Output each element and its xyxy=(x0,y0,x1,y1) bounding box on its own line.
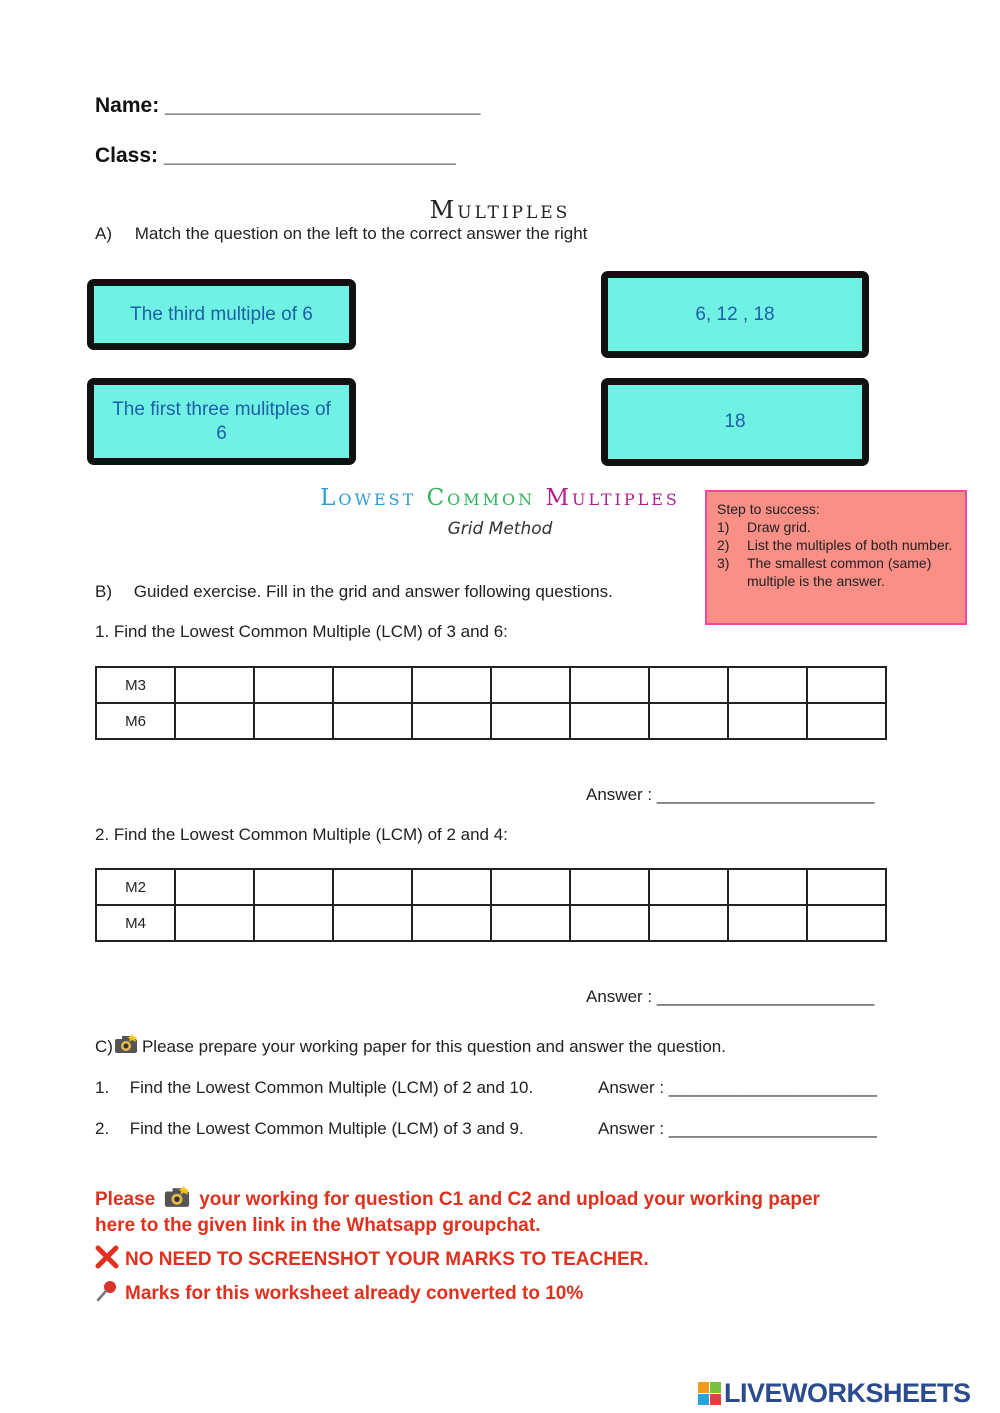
grid-cell[interactable] xyxy=(333,905,412,941)
grid-row-label: M2 xyxy=(96,869,175,905)
grid-cell[interactable] xyxy=(570,703,649,739)
question-number: 2. xyxy=(95,1119,110,1138)
question-b1: 1. Find the Lowest Common Multiple (LCM) of 3 and 6: xyxy=(95,622,508,641)
section-a-instruction: Match the question on the left to the correct answer the right xyxy=(134,224,588,243)
section-a-instruction-row xyxy=(95,224,587,244)
section-b-instruction: Guided exercise. Fill in the grid and answer following questions. xyxy=(133,582,613,601)
grid-cell[interactable] xyxy=(254,869,333,905)
grid-cell[interactable] xyxy=(570,905,649,941)
match-left-1-text: The third multiple of 6 xyxy=(130,303,313,325)
grid-cell[interactable] xyxy=(254,667,333,703)
note-line-2: here to the given link in the Whatsapp groupchat. xyxy=(95,1215,541,1236)
match-left-1[interactable] xyxy=(88,280,355,349)
grid-cell[interactable] xyxy=(412,667,491,703)
lcm-title-word2: Common xyxy=(426,485,536,511)
step-to-success-box xyxy=(705,490,967,625)
grid-row-label: M4 xyxy=(96,905,175,941)
grid-cell[interactable] xyxy=(333,703,412,739)
grid-row xyxy=(96,905,886,941)
grid-cell[interactable] xyxy=(728,667,807,703)
grid-cell[interactable] xyxy=(254,905,333,941)
success-step: 2) List the multiples of both number. xyxy=(717,537,953,553)
grid-cell[interactable] xyxy=(333,869,412,905)
grid-row xyxy=(96,667,886,703)
grid-cell[interactable] xyxy=(649,869,728,905)
question-c2 xyxy=(95,1119,905,1139)
logo-mark-icon xyxy=(698,1382,721,1405)
match-left-2[interactable] xyxy=(88,379,355,464)
lcm-grid-1 xyxy=(95,666,887,740)
section-c-marker: C) xyxy=(95,1036,113,1056)
grid-cell[interactable] xyxy=(570,667,649,703)
grid-cell[interactable] xyxy=(649,703,728,739)
class-field[interactable] xyxy=(95,144,456,168)
success-step: 3) The smallest common (same) multiple is the answer. xyxy=(717,555,932,589)
question-text: Find the Lowest Common Multiple (LCM) of 2 and 10. xyxy=(129,1078,534,1097)
class-blank[interactable]: _________________________ xyxy=(163,144,456,167)
lcm-grid-2 xyxy=(95,868,887,942)
pushpin-icon xyxy=(95,1279,119,1309)
grid-cell[interactable] xyxy=(254,703,333,739)
match-right-2-text: 18 xyxy=(724,411,746,432)
answer-b2[interactable] xyxy=(586,987,874,1007)
note-text: NO NEED TO SCREENSHOT YOUR MARKS TO TEACHER. xyxy=(125,1249,649,1270)
grid-cell[interactable] xyxy=(175,667,254,703)
lcm-subtitle: Grid Method xyxy=(447,519,553,539)
answer-label: Answer : xyxy=(586,987,653,1006)
grid-row xyxy=(96,703,886,739)
answer-blank[interactable]: ______________________ xyxy=(668,1078,877,1097)
camera-icon xyxy=(163,1186,191,1214)
multiples-title: Multiples xyxy=(429,196,571,224)
answer-c1[interactable] xyxy=(598,1078,877,1098)
section-b-instruction-row xyxy=(95,582,613,602)
success-heading: Step to success: xyxy=(717,501,820,517)
grid-cell[interactable] xyxy=(491,667,570,703)
lcm-title xyxy=(300,485,700,511)
lcm-title-word1: Lowest xyxy=(320,485,417,511)
grid-cell[interactable] xyxy=(491,869,570,905)
grid-cell[interactable] xyxy=(570,869,649,905)
question-number: 1. xyxy=(95,1078,110,1097)
note-line-3 xyxy=(95,1245,649,1275)
grid-cell[interactable] xyxy=(412,869,491,905)
question-b2: 2. Find the Lowest Common Multiple (LCM) of 2 and 4: xyxy=(95,825,508,844)
grid-cell[interactable] xyxy=(728,703,807,739)
note-text: Marks for this worksheet already converted to 10% xyxy=(125,1283,584,1304)
section-c-instruction: Please prepare your working paper for this question and answer the question. xyxy=(141,1036,726,1056)
name-label: Name: xyxy=(95,94,160,117)
note-line-4 xyxy=(95,1279,583,1309)
grid-cell[interactable] xyxy=(807,667,886,703)
grid-cell[interactable] xyxy=(807,905,886,941)
grid-cell[interactable] xyxy=(175,703,254,739)
grid-cell[interactable] xyxy=(491,905,570,941)
grid-cell[interactable] xyxy=(728,869,807,905)
note-text: your working for question C1 and C2 and upload your working paper xyxy=(199,1189,820,1210)
success-step: 1) Draw grid. xyxy=(717,519,811,535)
answer-label: Answer : xyxy=(598,1078,665,1097)
class-label: Class: xyxy=(95,144,159,167)
answer-c2[interactable] xyxy=(598,1119,877,1139)
answer-label: Answer : xyxy=(586,785,653,804)
question-c1 xyxy=(95,1078,905,1098)
grid-cell[interactable] xyxy=(412,703,491,739)
grid-row xyxy=(96,869,886,905)
name-field[interactable] xyxy=(95,94,480,118)
answer-b1[interactable] xyxy=(586,785,874,805)
lcm-title-word3: Multiples xyxy=(545,485,680,511)
section-c-instruction-row xyxy=(95,1034,726,1059)
note-line-1 xyxy=(95,1186,820,1214)
grid-cell[interactable] xyxy=(333,667,412,703)
match-right-2[interactable] xyxy=(602,379,868,465)
question-text: Find the Lowest Common Multiple (LCM) of 3 and 9. xyxy=(129,1119,524,1138)
camera-icon xyxy=(114,1034,138,1059)
answer-label: Answer : xyxy=(598,1119,665,1138)
grid-cell[interactable] xyxy=(649,667,728,703)
grid-cell[interactable] xyxy=(649,905,728,941)
grid-cell[interactable] xyxy=(728,905,807,941)
answer-blank[interactable]: ______________________ xyxy=(668,1119,877,1138)
section-a-marker: A) xyxy=(95,224,112,243)
match-right-1-text: 6, 12 , 18 xyxy=(695,303,775,325)
grid-row-label: M3 xyxy=(96,667,175,703)
grid-cell[interactable] xyxy=(807,869,886,905)
note-text: Please xyxy=(95,1189,156,1210)
liveworksheets-logo xyxy=(698,1378,971,1409)
grid-cell[interactable] xyxy=(175,869,254,905)
answer-blank[interactable]: _______________________ xyxy=(656,785,875,804)
match-right-1[interactable] xyxy=(602,272,868,357)
grid-cell[interactable] xyxy=(412,905,491,941)
logo-text: LIVEWORKSHEETS xyxy=(724,1378,971,1408)
grid-cell[interactable] xyxy=(807,703,886,739)
grid-row-label: M6 xyxy=(96,703,175,739)
grid-cell[interactable] xyxy=(175,905,254,941)
answer-blank[interactable]: _______________________ xyxy=(656,987,875,1006)
section-b-marker: B) xyxy=(95,582,112,601)
match-left-2-text: The first three mulitples of 6 xyxy=(112,398,331,444)
grid-cell[interactable] xyxy=(491,703,570,739)
red-cross-icon xyxy=(95,1245,119,1275)
name-blank[interactable]: ___________________________ xyxy=(165,94,481,117)
